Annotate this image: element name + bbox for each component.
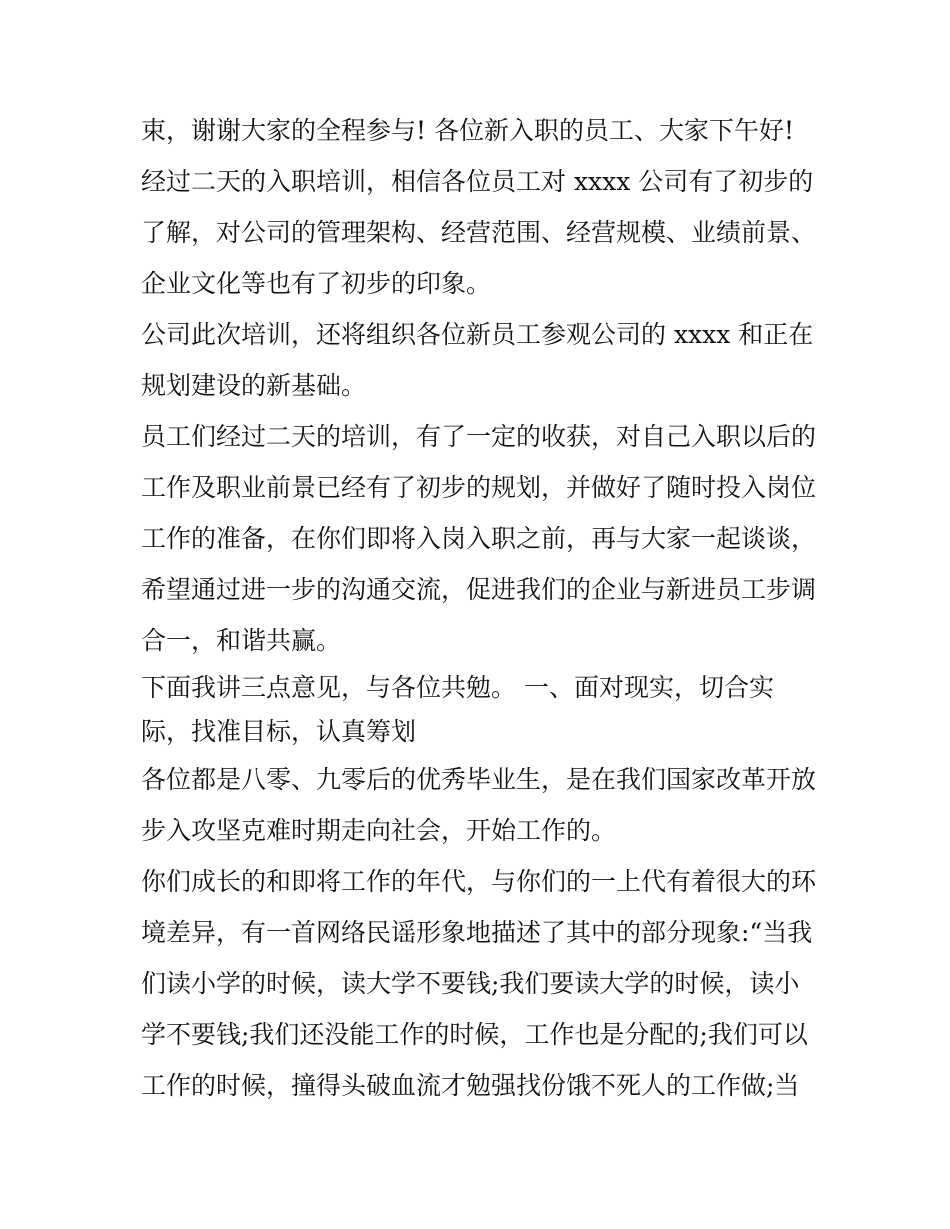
- text-line: 经过二天的入职培训，相信各位员工对 xxxx 公司有了初步的: [141, 167, 814, 196]
- text-line: 工作的准备，在你们即将入岗入职之前，再与大家一起谈谈，: [141, 524, 817, 553]
- text-line: 工作及职业前景已经有了初步的规划，并做好了随时投入岗位: [141, 473, 817, 502]
- body-text: [141, 105, 831, 1111]
- text-line: 工作的时候，撞得头破血流才勉强找份饿不死人的工作做;当: [141, 1071, 800, 1100]
- text-line: 合一，和谐共赢。: [141, 626, 342, 655]
- text-line: 员工们经过二天的培训，有了一定的收获，对自己入职以后的: [141, 422, 817, 451]
- text-line: 步入攻坚克难时期走向社会，开始工作的。: [141, 816, 617, 845]
- text-line: 公司此次培训，还将组织各位新员工参观公司的 xxxx 和正在: [141, 320, 814, 349]
- text-line: 了解，对公司的管理架构、经营范围、经营规模、业绩前景、: [141, 218, 817, 247]
- text-line: 学不要钱;我们还没能工作的时候，工作也是分配的;我们可以: [141, 1020, 808, 1049]
- text-line: 下面我讲三点意见，与各位共勉。 一、面对现实，切合实: [141, 673, 774, 702]
- text-line: 你们成长的和即将工作的年代，与你们的一上代有着很大的环: [141, 867, 817, 896]
- text-line: 规划建设的新基础。: [141, 371, 367, 400]
- text-line: 境差异，有一首网络民谣形象地描述了其中的部分现象:“当我: [141, 918, 813, 947]
- text-line: 们读小学的时候，读大学不要钱;我们要读大学的时候，读小: [141, 969, 800, 998]
- text-line: 束，谢谢大家的全程参与! 各位新入职的员工、大家下午好!: [141, 116, 795, 145]
- text-line: 各位都是八零、九零后的优秀毕业生，是在我们国家改革开放: [141, 765, 817, 794]
- text-line: 企业文化等也有了初步的印象。: [141, 269, 492, 298]
- text-line: 希望通过进一步的沟通交流，促进我们的企业与新进员工步调: [141, 575, 817, 604]
- text-line: 际，找准目标，认真筹划: [141, 717, 417, 746]
